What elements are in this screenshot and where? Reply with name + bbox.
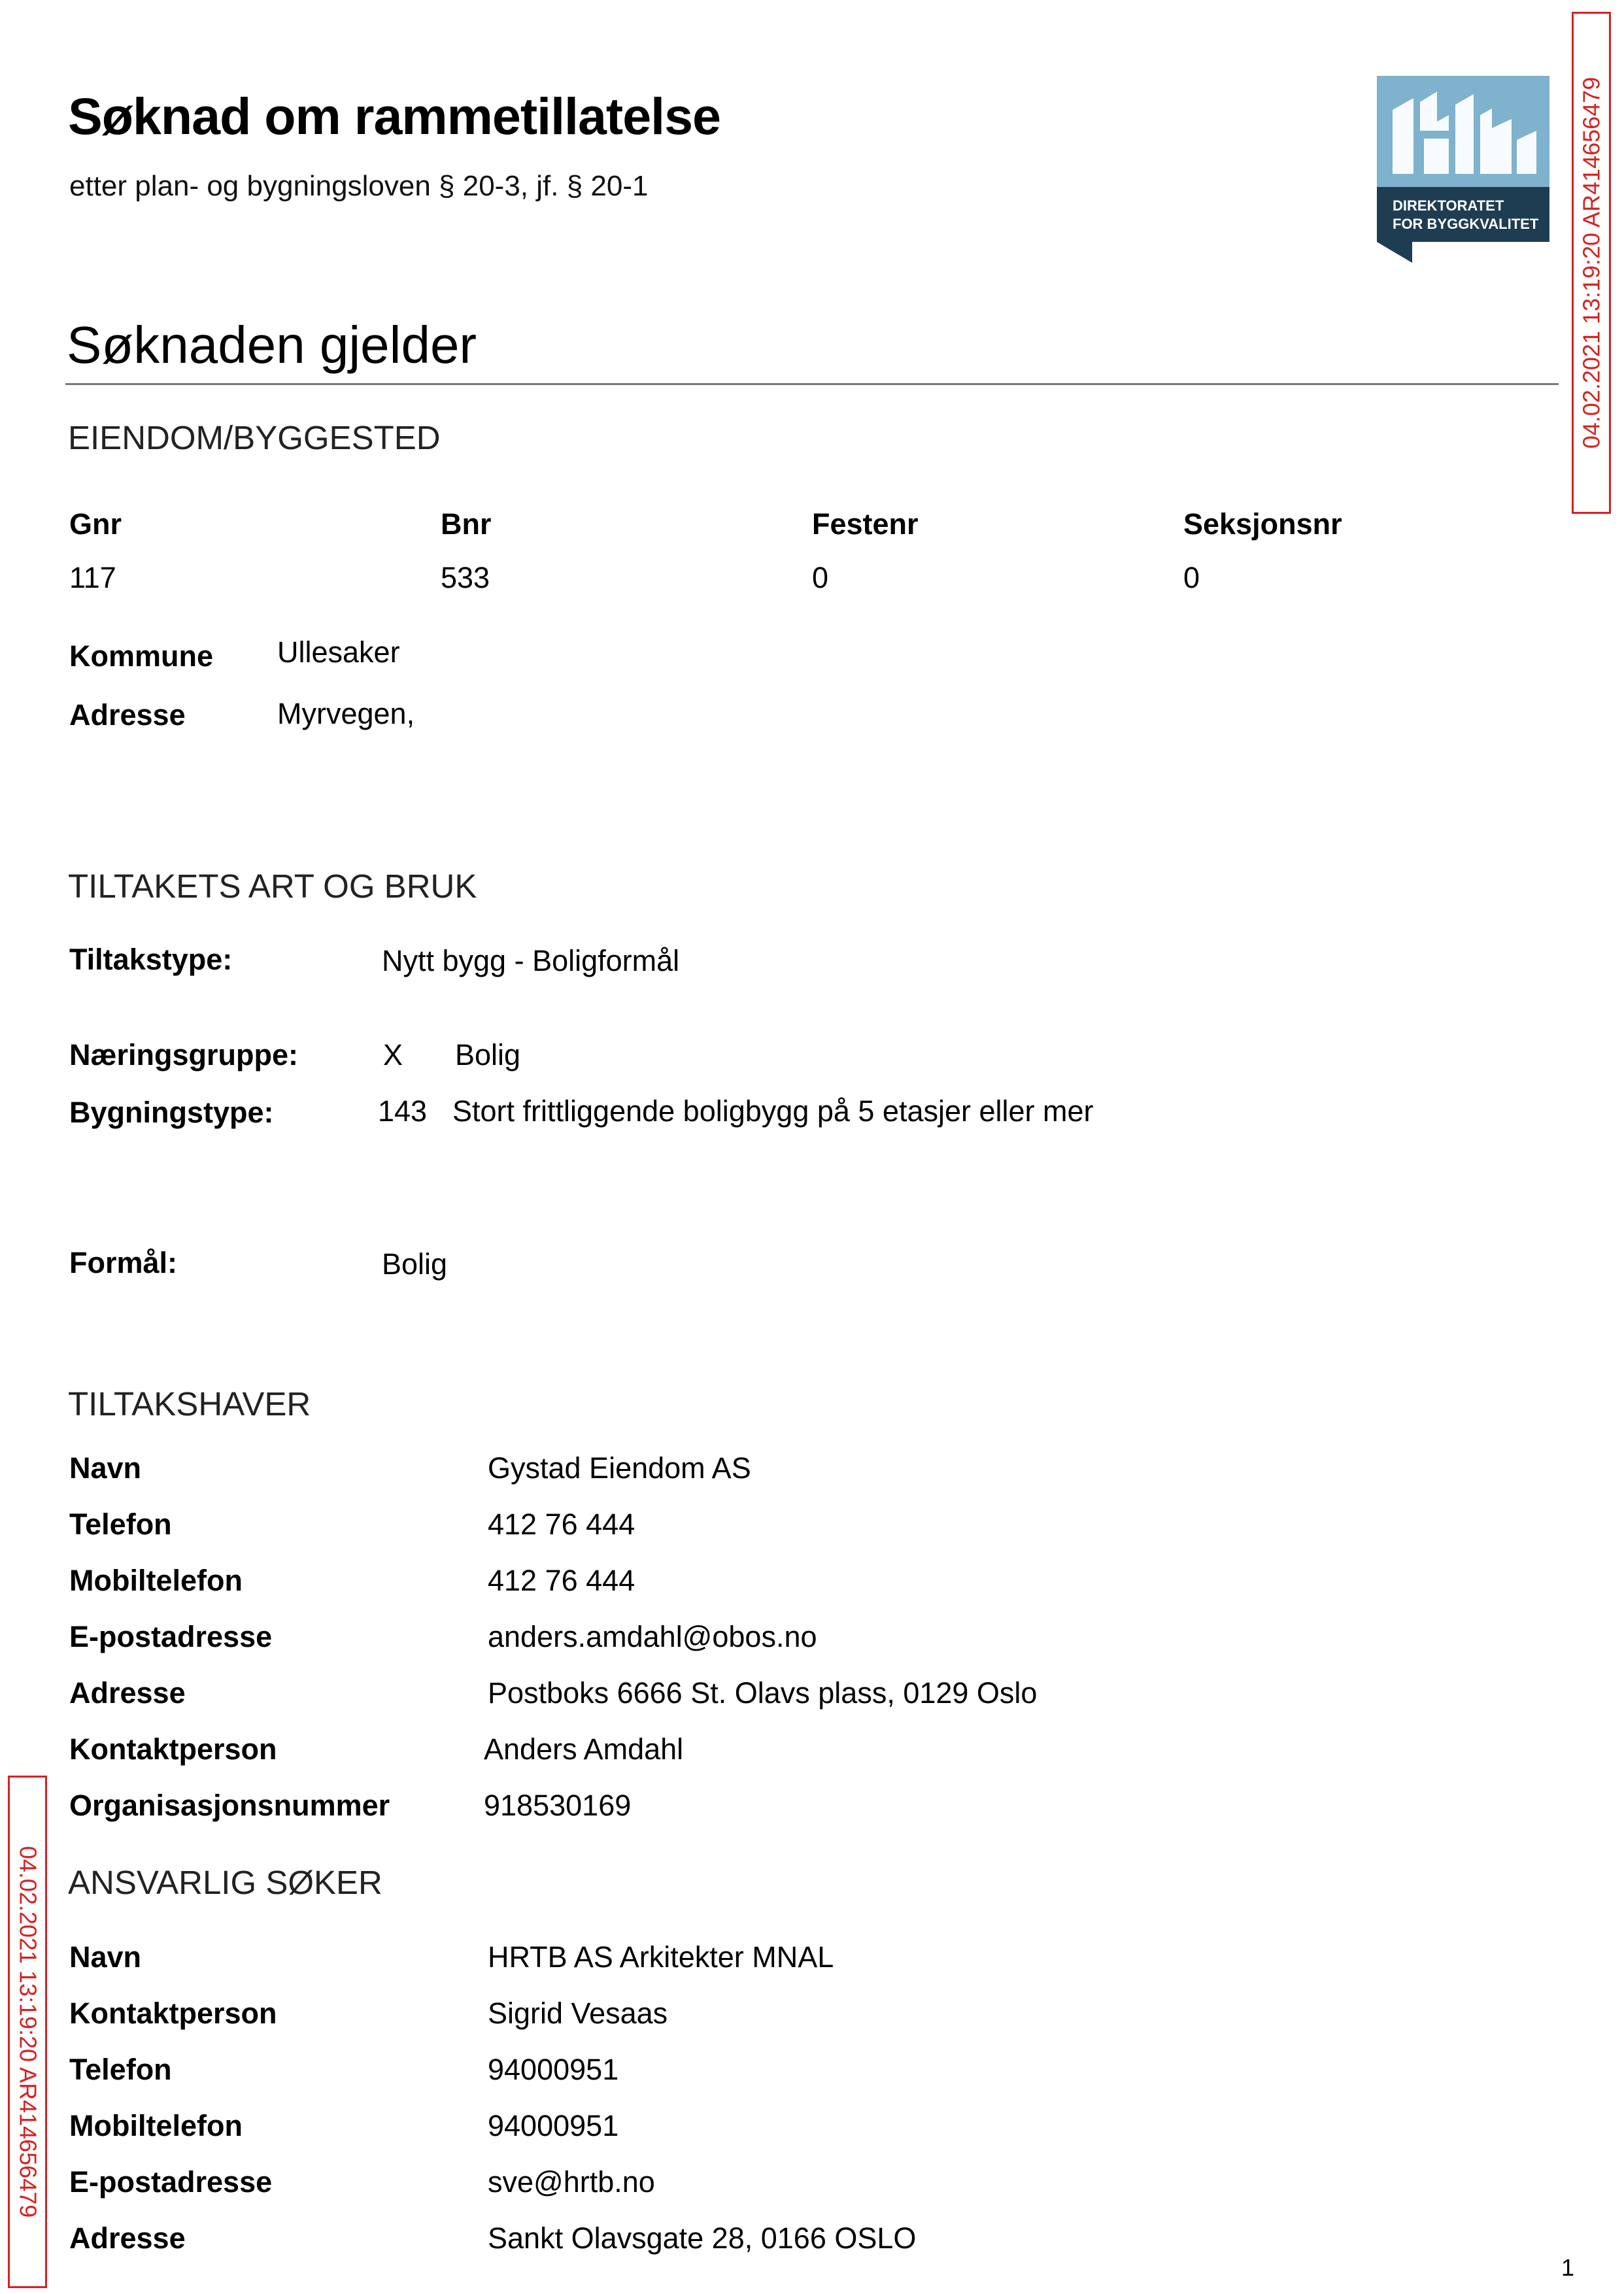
tiltakshaver-epost-value: anders.amdahl@obos.no <box>488 1620 817 1653</box>
dibk-logo <box>1377 76 1549 263</box>
bygningstype-code: 143 <box>378 1094 428 1128</box>
tiltakshaver-adresse-value: Postboks 6666 St. Olavs plass, 0129 Oslo <box>488 1676 1038 1710</box>
tiltakshaver-telefon-value: 412 76 444 <box>488 1508 635 1541</box>
soker-navn-label: Navn <box>69 1940 142 1974</box>
tiltakshaver-orgnr-value: 918530169 <box>484 1789 632 1822</box>
section-title-ansvarlig-soker: ANSVARLIG SØKER <box>68 1864 382 1901</box>
adresse-value: Myrvegen, <box>277 697 415 730</box>
bygningstype-label: Bygningstype: <box>69 1096 274 1129</box>
festenr-label: Festenr <box>812 507 919 541</box>
date-stamp-left: 04.02.2021 13:19:20 AR414656479 <box>8 1776 47 2288</box>
festenr-value: 0 <box>812 561 829 594</box>
logo-line1: DIREKTORATET <box>1393 197 1504 214</box>
logo-line2: FOR BYGGKVALITET <box>1393 216 1539 232</box>
kommune-value: Ullesaker <box>277 635 400 669</box>
soker-kontaktperson-value: Sigrid Vesaas <box>488 1997 668 2030</box>
tiltakshaver-telefon-label: Telefon <box>69 1508 172 1541</box>
tiltakshaver-mobil-label: Mobiltelefon <box>69 1564 243 1597</box>
section-heading: Søknaden gjelder <box>67 316 477 374</box>
formaal-value: Bolig <box>382 1247 448 1281</box>
tiltakshaver-kontaktperson-label: Kontaktperson <box>69 1732 277 1766</box>
soker-epost-label: E-postadresse <box>69 2165 273 2199</box>
tiltakshaver-orgnr-label: Organisasjonsnummer <box>69 1789 390 1822</box>
adresse-label: Adresse <box>69 698 186 732</box>
tiltakshaver-mobil-value: 412 76 444 <box>488 1564 635 1597</box>
soker-telefon-value: 94000951 <box>488 2053 619 2086</box>
section-title-tiltak: TILTAKETS ART OG BRUK <box>68 868 477 905</box>
date-stamp-right: 04.02.2021 13:19:20 AR414656479 <box>1572 12 1611 514</box>
soker-epost-value: sve@hrtb.no <box>488 2165 655 2199</box>
soker-mobil-label: Mobiltelefon <box>69 2109 243 2142</box>
naeringsgruppe-code: X <box>383 1038 403 1071</box>
heading-divider <box>65 383 1559 385</box>
tiltakshaver-kontaktperson-value: Anders Amdahl <box>484 1732 684 1766</box>
section-title-eiendom: EIENDOM/BYGGESTED <box>68 419 441 456</box>
tiltakshaver-epost-label: E-postadresse <box>69 1620 273 1653</box>
soker-kontaktperson-label: Kontaktperson <box>69 1997 277 2030</box>
page-number: 1 <box>1561 2254 1575 2281</box>
seksjonsnr-label: Seksjonsnr <box>1183 507 1342 541</box>
gnr-value: 117 <box>69 561 116 594</box>
soker-adresse-label: Adresse <box>69 2221 186 2255</box>
gnr-label: Gnr <box>69 507 122 541</box>
naeringsgruppe-label: Næringsgruppe: <box>69 1038 299 1071</box>
tiltakshaver-navn-label: Navn <box>69 1451 142 1485</box>
tiltakstype-label: Tiltakstype: <box>69 943 233 976</box>
naeringsgruppe-value: Bolig <box>455 1038 521 1071</box>
kommune-label: Kommune <box>69 639 214 673</box>
soker-adresse-value: Sankt Olavsgate 28, 0166 OSLO <box>488 2221 917 2255</box>
bnr-label: Bnr <box>441 507 492 541</box>
soker-navn-value: HRTB AS Arkitekter MNAL <box>488 1940 834 1974</box>
soker-telefon-label: Telefon <box>69 2053 172 2086</box>
tiltakshaver-adresse-label: Adresse <box>69 1676 186 1710</box>
page-subtitle: etter plan- og bygningsloven § 20-3, jf. § 20-1 <box>69 170 649 202</box>
bygningstype-value: Stort frittliggende boligbygg på 5 etasjer eller mer <box>452 1094 1094 1128</box>
tiltakshaver-navn-value: Gystad Eiendom AS <box>488 1451 751 1485</box>
tiltakstype-value: Nytt bygg - Boligformål <box>382 944 680 977</box>
section-title-tiltakshaver: TILTAKSHAVER <box>68 1385 311 1423</box>
page-title: Søknad om rammetillatelse <box>68 87 720 145</box>
formaal-label: Formål: <box>69 1246 178 1279</box>
bnr-value: 533 <box>441 561 490 594</box>
soker-mobil-value: 94000951 <box>488 2109 619 2142</box>
seksjonsnr-value: 0 <box>1183 561 1200 594</box>
